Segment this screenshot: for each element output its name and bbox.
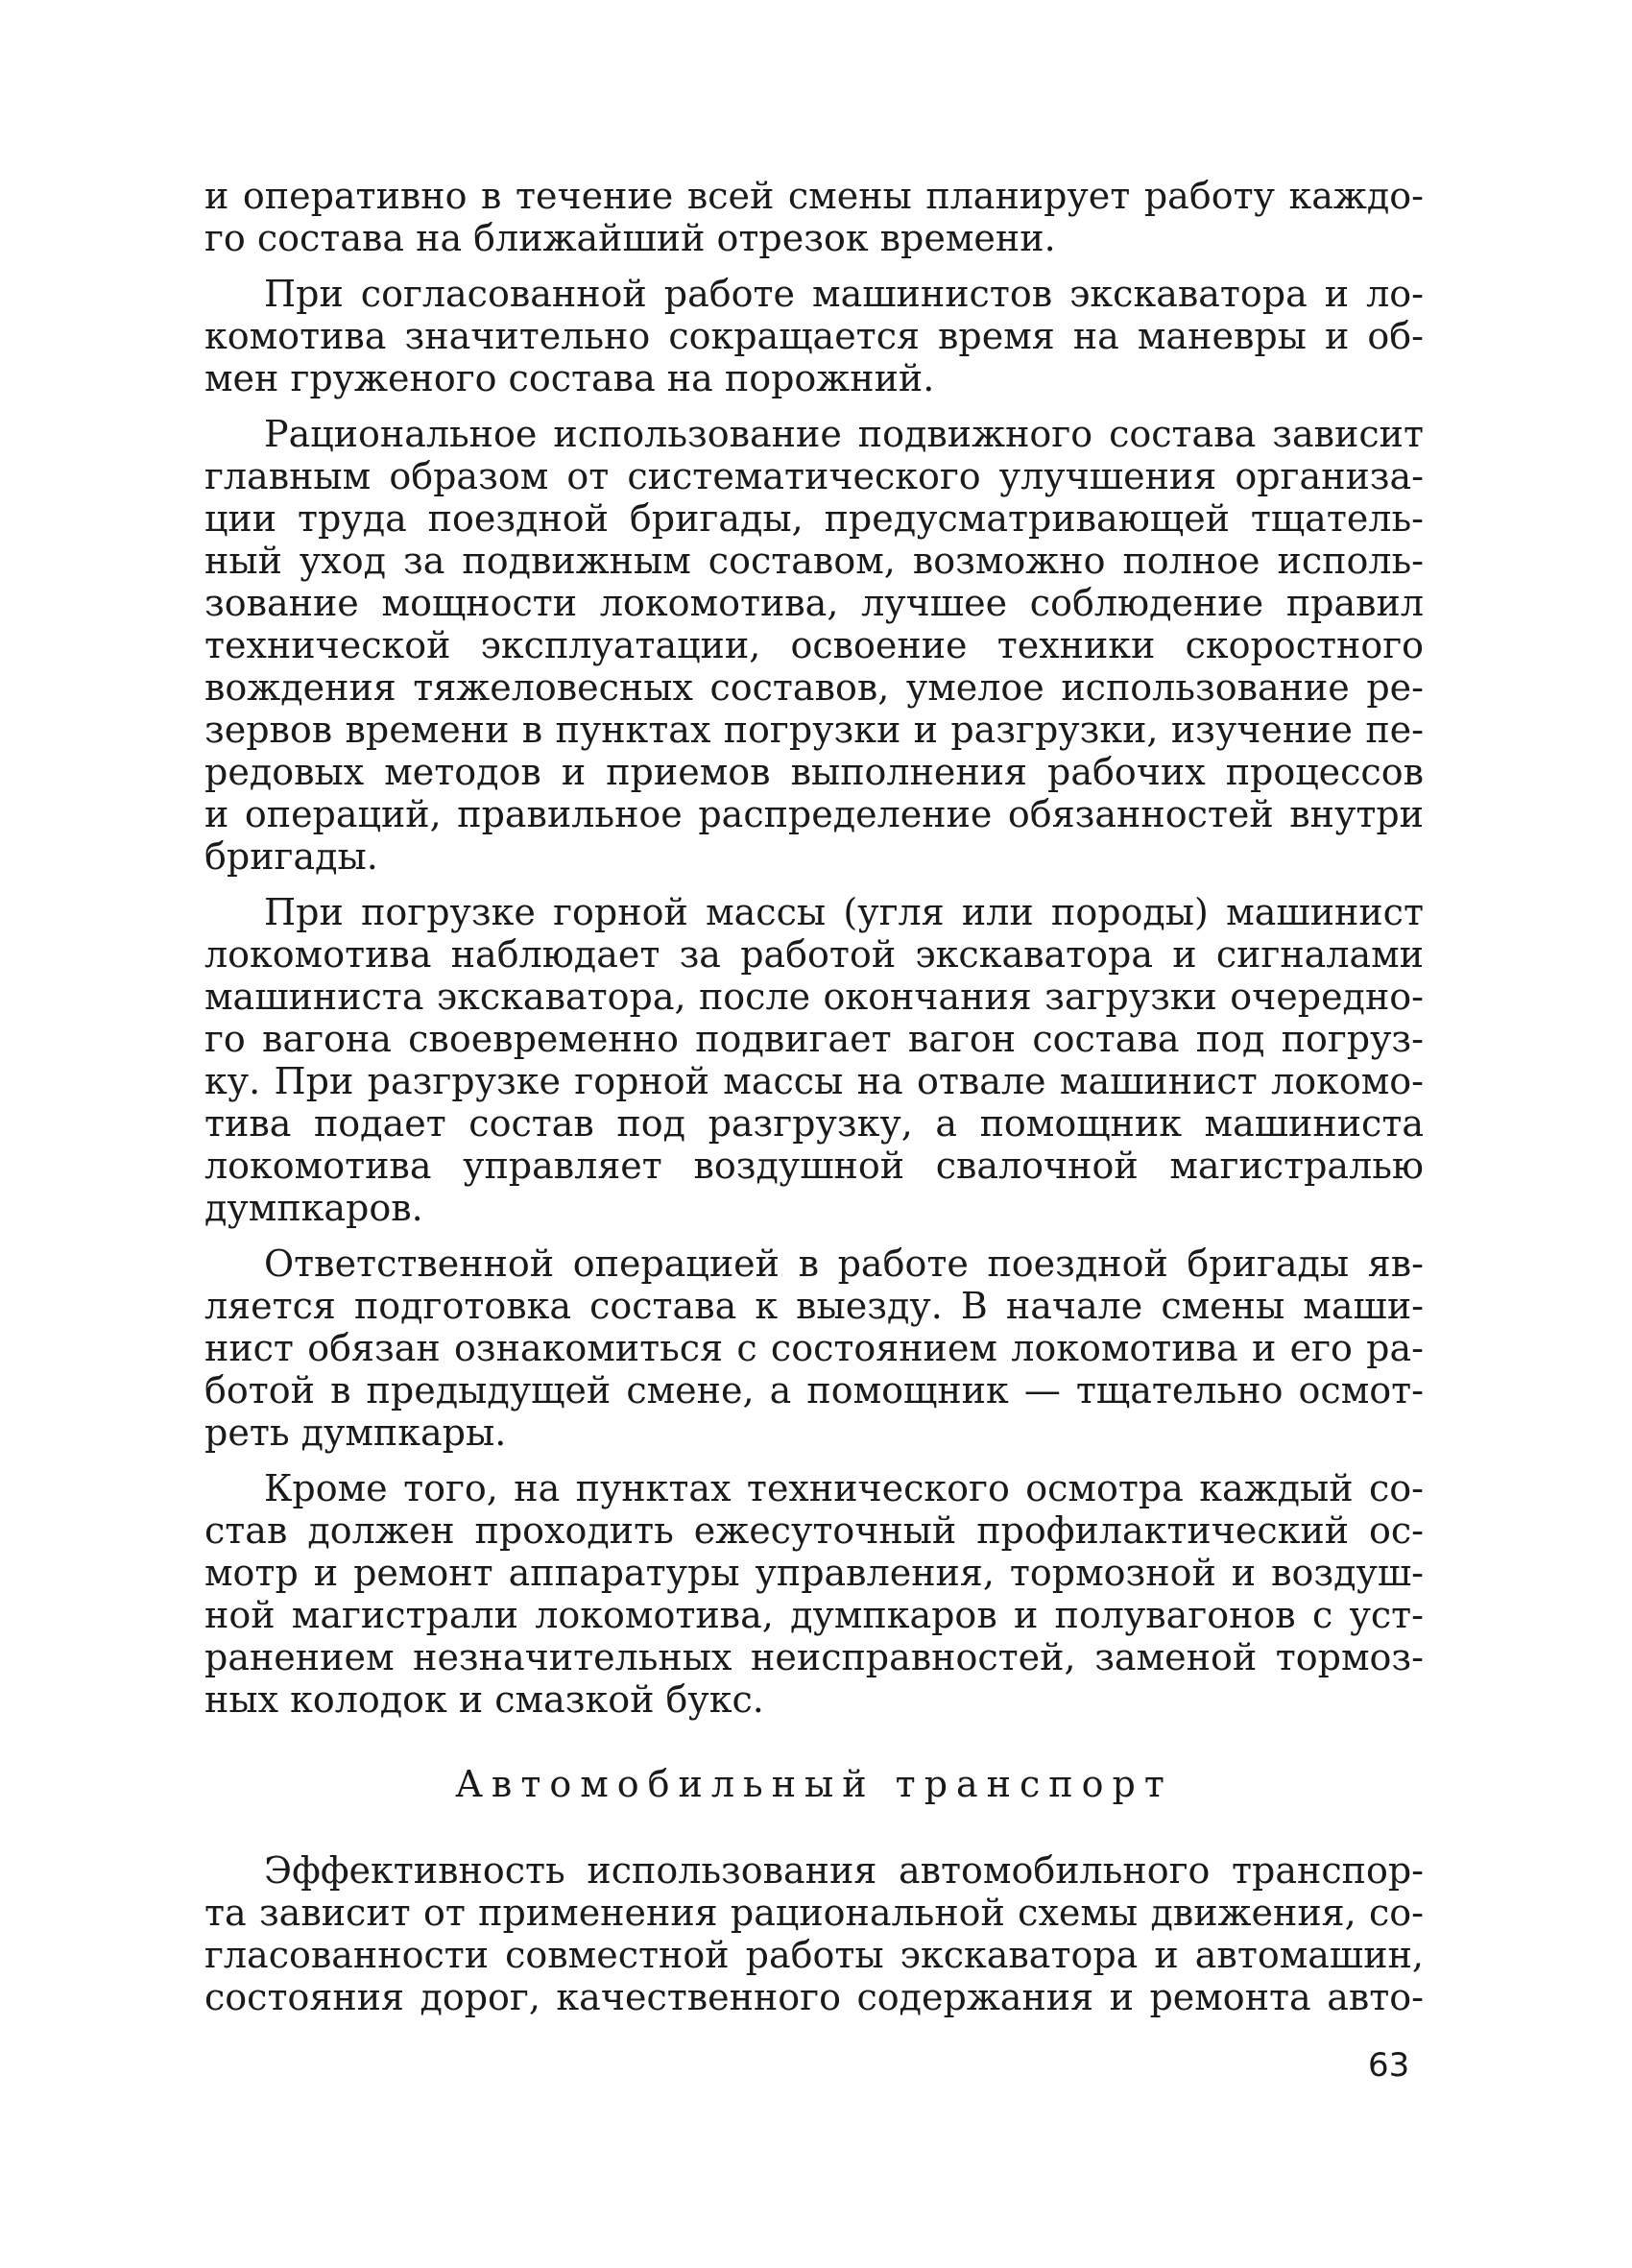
text-line: комотива значительно сокращается время на маневры и об- xyxy=(204,315,1424,357)
text-line: ции труда поездной бригады, предусматривающей тщатель- xyxy=(204,497,1424,540)
text-line: При согласованной работе машинистов экскаватора и ло- xyxy=(264,273,1424,315)
text-line: состояния дорог, качественного содержания и ремонта авто- xyxy=(204,1976,1424,2018)
paragraph-6 xyxy=(204,1467,1424,1721)
paragraph-1 xyxy=(204,175,1424,259)
section-heading: Автомобильный транспорт xyxy=(455,1763,1173,1805)
text-line: ных колодок и смазкой букс. xyxy=(204,1678,764,1721)
text-line: ляется подготовка состава к выезду. В начале смены маши- xyxy=(204,1285,1424,1327)
text-line: думпкаров. xyxy=(204,1187,423,1229)
text-line: и операций, правильное распределение обязанностей внутри xyxy=(204,793,1424,835)
text-line: та зависит от применения рациональной схемы движения, со- xyxy=(204,1892,1424,1934)
paragraph-closing xyxy=(204,1849,1424,2018)
text-line: Рациональное использование подвижного состава зависит xyxy=(264,413,1424,455)
text-line: став должен проходить ежесуточный профилактический ос- xyxy=(204,1509,1424,1552)
text-line: ный уход за подвижным составом, возможно полное исполь- xyxy=(204,540,1424,582)
text-line: локомотива наблюдает за работой экскаватора и сигналами xyxy=(204,933,1424,976)
text-line: ной магистрали локомотива, думпкаров и полувагонов с уст- xyxy=(204,1594,1424,1636)
text-line: го состава на ближайший отрезок времени. xyxy=(204,217,1056,259)
text-line: вождения тяжеловесных составов, умелое использование ре- xyxy=(204,666,1424,709)
text-line: ранением незначительных неисправностей, заменой тормоз- xyxy=(204,1636,1424,1678)
text-line: При погрузке горной массы (угля или породы) машинист xyxy=(264,891,1424,933)
text-line: и оперативно в течение всей смены планирует работу каждо- xyxy=(204,175,1424,217)
paragraph-3 xyxy=(204,413,1424,878)
text-line: Ответственной операцией в работе поездной бригады яв- xyxy=(264,1243,1424,1285)
text-line: редовых методов и приемов выполнения рабочих процессов xyxy=(204,751,1424,793)
text-line: ботой в предыдущей смене, а помощник — тщательно осмот- xyxy=(204,1369,1424,1411)
text-line: бригады. xyxy=(204,835,378,878)
page-number: 63 xyxy=(1368,2046,1410,2085)
page-body xyxy=(204,175,1424,2032)
text-line: нист обязан ознакомиться с состоянием локомотива и его ра- xyxy=(204,1327,1424,1369)
text-line: Эффективность использования автомобильного транспор- xyxy=(264,1849,1424,1892)
paragraph-4 xyxy=(204,891,1424,1229)
text-line: гласованности совместной работы экскаватора и автомашин, xyxy=(204,1934,1424,1976)
text-line: зервов времени в пунктах погрузки и разгрузки, изучение пе- xyxy=(204,709,1424,751)
text-line: реть думпкары. xyxy=(204,1411,507,1454)
paragraph-5 xyxy=(204,1243,1424,1454)
text-line: технической эксплуатации, освоение техники скоростного xyxy=(204,624,1424,666)
text-line: мен груженого состава на порожний. xyxy=(204,357,935,399)
text-line: Кроме того, на пунктах технического осмотра каждый со- xyxy=(264,1467,1424,1509)
text-line: тива подает состав под разгрузку, а помощник машиниста xyxy=(204,1102,1424,1145)
text-line: главным образом от систематического улучшения организа- xyxy=(204,455,1424,497)
text-line: мотр и ремонт аппаратуры управления, тормозной и воздуш- xyxy=(204,1552,1424,1594)
text-line: локомотива управляет воздушной свалочной магистралью xyxy=(204,1145,1424,1187)
text-line: го вагона своевременно подвигает вагон состава под погруз- xyxy=(204,1018,1424,1060)
paragraph-2 xyxy=(204,273,1424,399)
text-line: машиниста экскаватора, после окончания загрузки очередно- xyxy=(204,976,1424,1018)
text-line: зование мощности локомотива, лучшее соблюдение правил xyxy=(204,582,1424,624)
text-line: ку. При разгрузке горной массы на отвале машинист локомо- xyxy=(204,1060,1424,1102)
